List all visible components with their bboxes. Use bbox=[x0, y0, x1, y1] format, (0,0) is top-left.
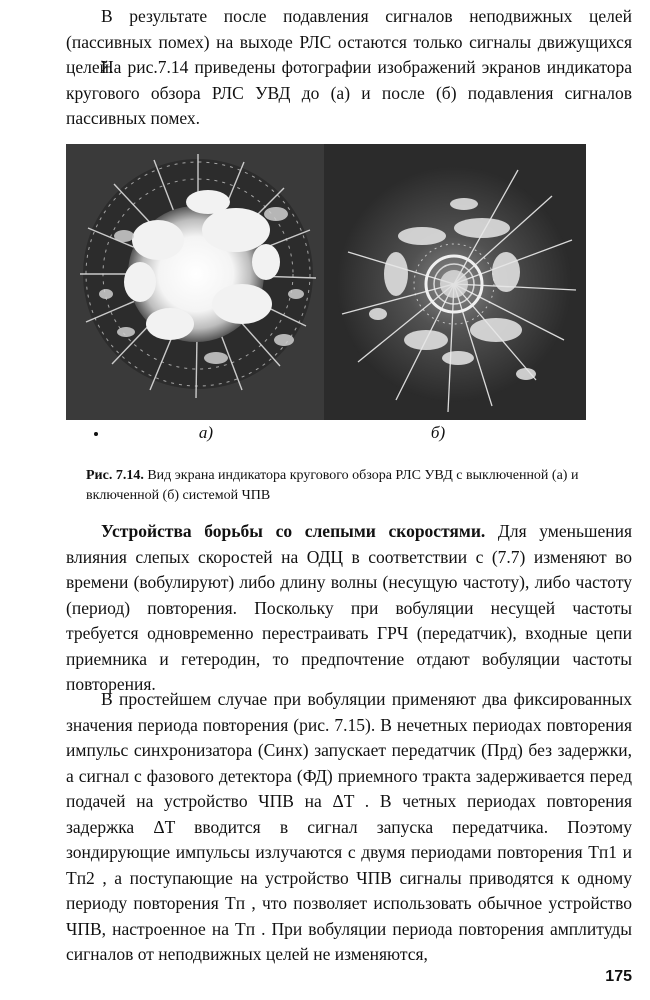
label-a: а) bbox=[198, 423, 214, 442]
figure-7-14 bbox=[66, 144, 586, 454]
label-b: б) bbox=[430, 423, 446, 442]
intro-paragraph-2: На рис.7.14 приведены фотографии изображений экранов индикатора кругового обзора РЛС УВД до (а) и после (б) подавления сигналов пассивных помех. bbox=[66, 57, 632, 128]
figure-caption bbox=[86, 466, 586, 506]
intro-paragraph-1: В результате после подавления сигналов неподвижных целей (пассивных помех) на выходе РЛС остаются только сигналы движущихся целей. bbox=[66, 6, 632, 77]
section-paragraph-2: В простейшем случае при вобуляции применяют два фиксированных значения периода повторения (рис. 7.15). В нечетных периодах повторения импульс синхронизатора (Синх) запускает передатчик (Прд) без задержки, а сигнал с фазового детектора (ФД) приемного тракта задерживается перед подачей на устройство ЧПВ на ΔT . В четных периодах повторения задержка ΔT вводится в сигнал запуска передатчика. Поэтому зондирующие импульсы излучаются с двумя периодами повторения Tп1 и Tп2 , а поступающие на устройство ЧПВ сигналы приводятся к одному периоду повторения Tп , что позволяет использовать обычное устройство ЧПВ, настроенное на Tп . При вобуляции периода повторения амплитуды сигналов от неподвижных целей не изменяются, bbox=[66, 689, 632, 964]
page-number: 175 bbox=[605, 968, 632, 985]
radar-image-a bbox=[66, 144, 324, 420]
section-paragraph-1-text: Для уменьшения влияния слепых скоростей на ОДЦ в соответствии с (7.7) изменяют во времени (вобулируют) либо длину волны (несущую частоту), либо частоту (период) повторения. Поскольку при вобуляции несущей частоты требуется одновременно перестраивать ГРЧ (передатчик), входные цепи приемника и гетеродин, то предпочтение отдают вобуляции частоты повторения. bbox=[66, 521, 632, 694]
caption-number: Рис. 7.14. bbox=[86, 468, 144, 483]
figure-dot bbox=[94, 432, 98, 436]
section-heading: Устройства борьбы со слепыми скоростями. bbox=[101, 521, 486, 541]
caption-text: Вид экрана индикатора кругового обзора РЛС УВД с выключенной (а) и включенной (б) системой ЧПВ bbox=[86, 468, 579, 503]
radar-image-b bbox=[324, 144, 586, 420]
section-paragraph-1 bbox=[66, 519, 632, 698]
